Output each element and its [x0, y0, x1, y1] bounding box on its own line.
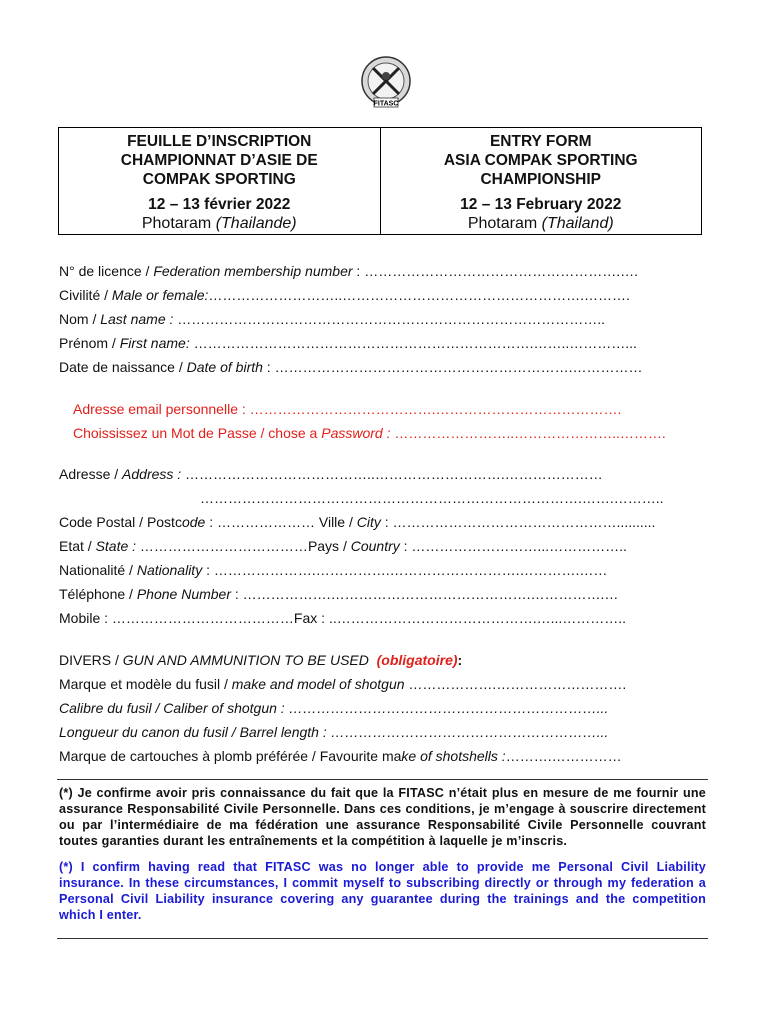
mobile-fax-field[interactable]: Mobile : …………………………………Fax : ..…………………………………….…...…………..: [59, 610, 627, 626]
insurance-notice: [57, 779, 708, 939]
barrel-field[interactable]: Longueur du canon du fusil / Barrel length : …………………………………………………...: [59, 724, 609, 740]
header-fr-place: Photaram (Thailande): [141, 215, 297, 232]
header-en-line2: ASIA COMPAK SPORTING: [443, 152, 638, 169]
address-field-line2[interactable]: ……………………………………………………………………….…….………..: [200, 490, 664, 506]
birthdate-field[interactable]: Date de naissance / Date of birth : ……………………………………………………….……………: [59, 359, 643, 375]
logo-text: FITASC: [373, 100, 399, 108]
header-fr-line3: COMPAK SPORTING: [142, 171, 296, 188]
header-en-line1: ENTRY FORM: [489, 133, 592, 150]
header-table: [58, 127, 702, 235]
required-note: (obligatoire): [376, 652, 458, 668]
notice-french: (*) Je confirme avoir pris connaissance du fait que la FITASC n’était plus en mesure de me fournir une assurance Responsabilité Civile Personnelle. Dans ces conditions, je m’engage à souscrire directement ou par l’intermédiaire de ma fédération une assurance Responsabilité Civile Personnelle couvrant toutes garanties durant les entraînements et la compétition à laquelle je m’inscris.: [59, 786, 706, 848]
civility-field[interactable]: Civilité / Male or female:………………………..…………………………………………….……….: [59, 287, 630, 303]
phone-field[interactable]: Téléphone / Phone Number : ……………….…………………………………….…………….…: [59, 586, 619, 602]
fitasc-logo: [357, 54, 415, 112]
licence-field[interactable]: N° de licence / Federation membership number : ……………………………………………….….: [59, 263, 638, 279]
email-field[interactable]: Adresse email personnelle : ………………………………….………………………………….: [73, 401, 622, 417]
header-en-place: Photaram (Thailand): [467, 215, 614, 232]
header-fr-line2: CHAMPIONNAT D’ASIE DE: [120, 152, 318, 169]
password-field[interactable]: Choississez un Mot de Passe / chose a Password : ……………………..…………………..……….: [73, 425, 666, 441]
header-french: [59, 128, 381, 234]
header-english: [381, 128, 702, 234]
header-fr-dates: 12 – 13 février 2022: [148, 196, 291, 213]
header-en-dates: 12 – 13 February 2022: [460, 196, 622, 213]
divers-heading: DIVERS / GUN AND AMMUNITION TO BE USED (obligatoire):: [59, 652, 463, 668]
gun-field[interactable]: Marque et modèle du fusil / make and model of shotgun ……………….……………………….: [59, 676, 627, 692]
lastname-field[interactable]: Nom / Last name : ………………………………………………………………………………..: [59, 311, 606, 327]
firstname-field[interactable]: Prénom / First name: ……………………………………………………………….……..…………...: [59, 335, 637, 351]
header-fr-line1: FEUILLE D’INSCRIPTION: [127, 133, 312, 150]
header-en-line3: CHAMPIONSHIP: [480, 171, 602, 188]
address-field[interactable]: Adresse / Address : …………………………………..……………………….…………………: [59, 466, 603, 482]
postcode-city-field[interactable]: Code Postal / Postcode : ………………… Ville / City : …………………………………………..........: [59, 514, 656, 530]
cartridge-field[interactable]: Marque de cartouches à plomb préférée / Favourite make of shotshells :……….……………: [59, 748, 622, 764]
calibre-field[interactable]: Calibre du fusil / Caliber of shotgun : …………………………………………………………...: [59, 700, 609, 716]
state-country-field[interactable]: Etat / State : ………………………………Pays / Country : ………………………...……………..: [59, 538, 627, 554]
notice-english: (*) I confirm having read that FITASC was no longer able to provide me Personal Civil Liability insurance. In these circumstances, I commit myself to subscribing directly or through my federation a Personal Civil Liability insurance covering any guarantee during the trainings and the competition which I enter.: [59, 860, 706, 922]
nationality-field[interactable]: Nationalité / Nationality : ………………….…………….……………………….………….……: [59, 562, 608, 578]
